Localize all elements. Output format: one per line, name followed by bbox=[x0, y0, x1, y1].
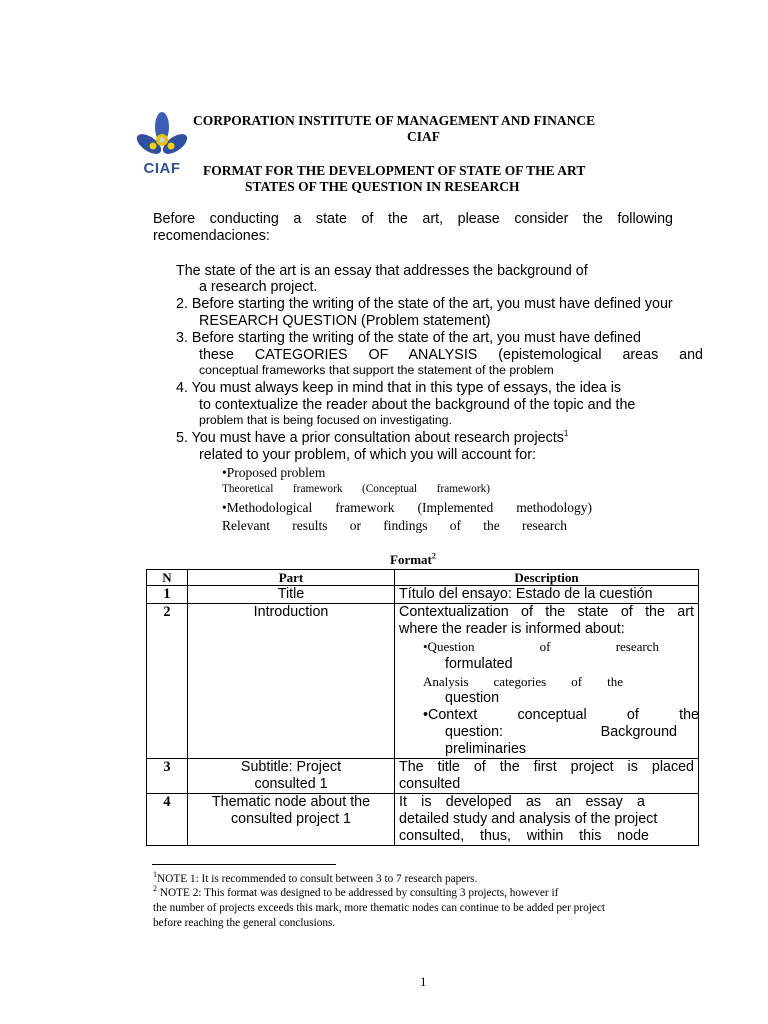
bullet-analysis-text: Analysis categories of the bbox=[423, 674, 623, 689]
recommendation-5-line2: related to your problem, of which you will account for: bbox=[199, 447, 536, 463]
footnote-2-line2: the number of projects exceeds this mark, more thematic nodes can continue to be added per project bbox=[153, 902, 606, 914]
desc-line: The title of the first project is placed bbox=[399, 759, 694, 775]
header-description: Description bbox=[395, 570, 699, 586]
desc-line: detailed study and analysis of the project bbox=[399, 811, 658, 827]
desc-line: consulted bbox=[399, 776, 461, 792]
recommendation-3-line1: 3. Before starting the writing of the state of the art, you must have defined bbox=[176, 330, 641, 346]
table-row bbox=[147, 794, 699, 846]
bullet-context-text: •Context conceptual of the bbox=[423, 707, 699, 723]
part-line: Subtitle: Project bbox=[240, 759, 342, 775]
row-part: Title bbox=[188, 586, 395, 604]
row-description bbox=[395, 794, 699, 846]
part-line: consulted project 1 bbox=[230, 811, 351, 827]
row-description: Título del ensayo: Estado de la cuestión bbox=[395, 586, 699, 604]
footnote-ref-2: 2 bbox=[431, 551, 436, 561]
ciaf-logo bbox=[129, 110, 195, 178]
row-number: 1 bbox=[147, 586, 188, 604]
row-description bbox=[395, 759, 699, 794]
row-part: Introduction bbox=[188, 604, 395, 759]
bullet-question bbox=[423, 638, 659, 656]
desc-line: Contextualization of the state of the art bbox=[399, 604, 694, 620]
table-row bbox=[147, 604, 699, 759]
footnote-separator bbox=[152, 864, 336, 865]
part-line: consulted 1 bbox=[254, 776, 328, 792]
sub-item-theoretical-framework: Theoretical framework (Conceptual framework) bbox=[222, 483, 490, 495]
recommendation-4-line3: problem that is being focused on investigating. bbox=[199, 413, 452, 427]
format-table bbox=[146, 569, 699, 846]
sub-item-proposed-problem: •Proposed problem bbox=[222, 465, 326, 480]
intro-line1: Before conducting a state of the art, please consider the following bbox=[153, 211, 673, 227]
recommendation-3-line3: conceptual frameworks that support the statement of the problem bbox=[199, 363, 554, 377]
recommendation-4-line2: to contextualize the reader about the background of the topic and the bbox=[199, 397, 636, 413]
footnote-1-marker: 1 bbox=[153, 870, 157, 880]
recommendation-2-line1: 2. Before starting the writing of the state of the art, you must have defined your bbox=[176, 296, 673, 312]
bullet-analysis-categories bbox=[399, 673, 694, 690]
desc-line: where the reader is informed about: bbox=[399, 621, 625, 637]
recommendation-3-line2: these CATEGORIES OF ANALYSIS (epistemological areas and bbox=[199, 347, 703, 363]
footnote-1 bbox=[153, 872, 477, 887]
part-line: Thematic node about the bbox=[211, 794, 371, 810]
bullet-question-text: •Question of research bbox=[423, 639, 659, 654]
recommendation-1-line1: The state of the art is an essay that addresses the background of bbox=[176, 263, 588, 279]
row-description bbox=[395, 604, 699, 759]
format-title-line2: STATES OF THE QUESTION IN RESEARCH bbox=[245, 179, 520, 194]
footnote-2-marker: 2 bbox=[153, 884, 157, 894]
row-part bbox=[188, 759, 395, 794]
recommendation-5-text: 5. You must have a prior consultation about research projects bbox=[176, 430, 564, 446]
institution-acronym: CIAF bbox=[407, 129, 440, 144]
table-header-row bbox=[147, 570, 699, 586]
intro-line2: recomendaciones: bbox=[153, 228, 270, 244]
row-number: 2 bbox=[147, 604, 188, 759]
header-part: Part bbox=[188, 570, 395, 586]
logo-text: CIAF bbox=[143, 160, 181, 177]
recommendation-4-line1: 4. You must always keep in mind that in this type of essays, the idea is bbox=[176, 380, 622, 396]
desc-line: It is developed as an essay a bbox=[399, 794, 645, 810]
table-row bbox=[147, 586, 699, 604]
recommendation-5-line1 bbox=[176, 430, 568, 447]
desc-line: consulted, thus, within this node bbox=[399, 828, 649, 844]
desc-bullet-line bbox=[399, 638, 694, 656]
sub-item-relevant-results: Relevant results or findings of the research bbox=[222, 518, 567, 533]
desc-bullet-cont: question bbox=[445, 690, 500, 706]
desc-bullet-cont bbox=[399, 724, 694, 741]
footnote-ref-1: 1 bbox=[563, 429, 569, 439]
format-title-line1: FORMAT FOR THE DEVELOPMENT OF STATE OF THE ART bbox=[203, 163, 586, 178]
recommendation-1-line2: a research project. bbox=[199, 279, 318, 295]
format-caption-text: Format bbox=[390, 552, 432, 567]
format-caption bbox=[390, 552, 436, 568]
institution-name: CORPORATION INSTITUTE OF MANAGEMENT AND FINANCE bbox=[193, 113, 596, 128]
bullet-context bbox=[399, 707, 699, 724]
table-row bbox=[147, 759, 699, 794]
footnote-2 bbox=[153, 886, 558, 901]
desc-bullet-cont: formulated bbox=[445, 656, 513, 672]
footnote-2-text: NOTE 2: This format was designed to be addressed by consulting 3 projects, however if bbox=[157, 887, 559, 899]
footnote-1-text: NOTE 1: It is recommended to consult between 3 to 7 research papers. bbox=[157, 873, 478, 885]
sub-item-methodological-framework: •Methodological framework (Implemented methodology) bbox=[222, 500, 592, 515]
bullet-context-cont: question: Background bbox=[445, 724, 677, 740]
recommendation-2-line2: RESEARCH QUESTION (Problem statement) bbox=[199, 313, 491, 329]
row-number: 4 bbox=[147, 794, 188, 846]
desc-bullet-cont: preliminaries bbox=[445, 741, 527, 757]
row-part bbox=[188, 794, 395, 846]
row-number: 3 bbox=[147, 759, 188, 794]
page-number: 1 bbox=[420, 974, 427, 989]
header-n: N bbox=[147, 570, 188, 586]
footnote-2-line3: before reaching the general conclusions. bbox=[153, 917, 336, 929]
